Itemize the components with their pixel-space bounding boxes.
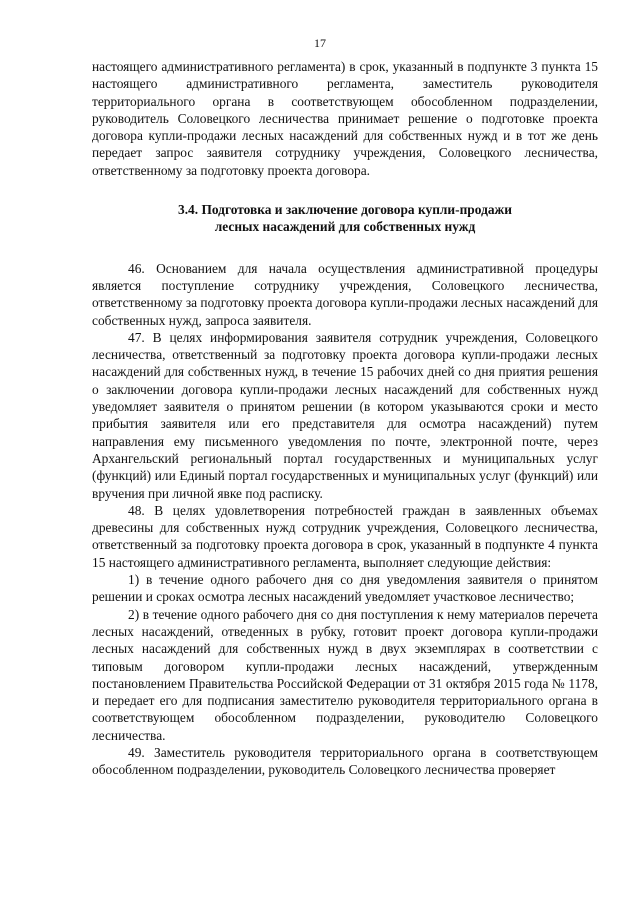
paragraph-48-item-2: 2) в течение одного рабочего дня со дня поступления к нему материалов перечета лесных насаждений, отведенных в рубку, готовит проект договора купли-продажи лесных насаждений для собственных нужд в двух экземплярах в соответствии с типовым договором купли-продажи лесных насаждений, утвержденным постановлением Правительства Российской Федерации от 31 октября 2015 года № 1178, и передает его для подписания заместителю руководителя территориального органа в соответствующем обособленном подразделении, руководителю Соловецкого лесничества. [92, 606, 598, 743]
section-heading [92, 201, 598, 236]
paragraph-47: 47. В целях информирования заявителя сотрудник учреждения, Соловецкого лесничества, ответственный за подготовку проекта договора купли-продажи лесных насаждений для собственных нужд, в течение 15 рабочих дней со дня приятия решения о заключении договора купли-продажи лесных насаждений для собственных нужд уведомляет заявителя о принятом решении (в котором указываются сроки и место прибытия заявителя или его представителя для осмотра насаждений) путем направления ему письменного уведомления по почте, электронной почте, через Архангельский региональный портал государственных и муниципальных услуг (функций) или Единый портал государственных и муниципальных услуг (функций) или вручения при личной явке под расписку. [92, 329, 598, 501]
paragraph-49: 49. Заместитель руководителя территориального органа в соответствующем обособленном подразделении, руководитель Соловецкого лесничества проверяет [92, 744, 598, 778]
page-number: 17 [314, 36, 326, 50]
paragraph-46: 46. Основанием для начала осуществления административной процедуры является поступление сотруднику учреждения, Соловецкого лесничества, ответственному за подготовку проекта договора купли-продажи лесных насаждений для собственных нужд, запроса заявителя. [92, 260, 598, 328]
document-body [92, 58, 598, 779]
paragraph-48: 48. В целях удовлетворения потребностей граждан в заявленных объемах древесины для собственных нужд сотрудник учреждения, Соловецкого лесничества, ответственный за подготовку проекта договора в срок, указанный в подпункте 4 пункта 15 настоящего административного регламента, выполняет следующие действия: [92, 502, 598, 570]
paragraph-48-item-1: 1) в течение одного рабочего дня со дня уведомления заявителя о принятом решении и сроках осмотра лесных насаждений уведомляет участковое лесничество; [92, 572, 598, 605]
section-heading-line-2: лесных насаждений для собственных нужд [214, 219, 476, 235]
paragraph-continuation: настоящего административного регламента) в срок, указанный в подпункте 3 пункта 15 настоящего административного регламента, заместитель руководителя территориального органа в соответствующем обособленном подразделении, руководитель Соловецкого лесничества принимает решение о подготовке проекта договора купли-продажи лесных насаждений для собственных нужд и в тот же день передает запрос заявителя сотруднику учреждения, Соловецкого лесничества, ответственному за подготовку проекта договора. [92, 59, 598, 178]
section-heading-line-1: 3.4. Подготовка и заключение договора купли-продажи [178, 202, 512, 218]
